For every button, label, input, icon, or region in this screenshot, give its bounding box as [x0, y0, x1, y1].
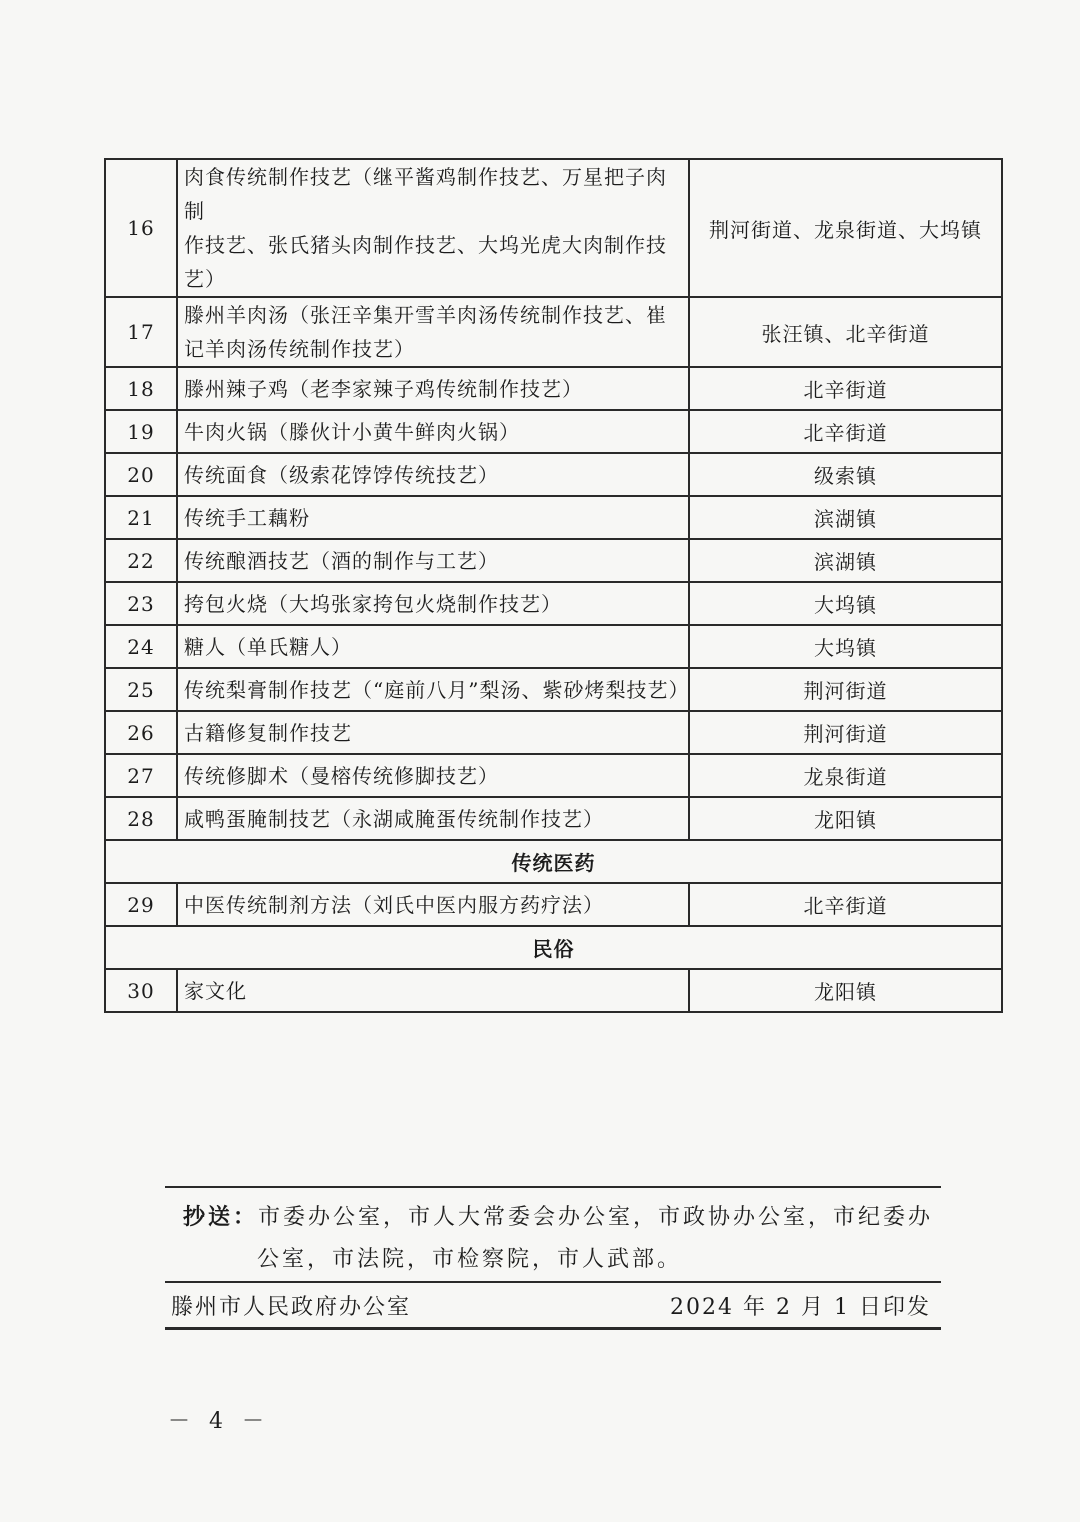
item-name-line: 传统梨膏制作技艺（“庭前八月”梨汤、紫砂烤梨技艺） — [184, 677, 690, 702]
item-name — [177, 668, 689, 711]
item-name-line: 糖人（单氏糖人） — [184, 634, 352, 659]
cc-recipients-1: 市委办公室，市人大常委会办公室，市政协办公室，市纪委办 — [258, 1205, 934, 1230]
item-location: 大坞镇 — [689, 582, 1002, 625]
table-row — [105, 297, 1002, 367]
item-name — [177, 797, 689, 840]
item-number: 24 — [105, 625, 177, 668]
table-row — [105, 969, 1002, 1012]
table-row — [105, 453, 1002, 496]
item-number: 25 — [105, 668, 177, 711]
table-body — [105, 159, 1002, 1012]
item-name-line: 作技艺、张氏猪头肉制作技艺、大坞光虎大肉制作技艺） — [184, 233, 667, 291]
issued-date: 2024 年 2 月 1 日印发 — [670, 1295, 931, 1320]
item-number: 26 — [105, 711, 177, 754]
item-number: 22 — [105, 539, 177, 582]
item-name-line: 传统手工藕粉 — [184, 505, 310, 530]
category-row — [105, 840, 1002, 883]
item-number: 17 — [105, 297, 177, 367]
table-row — [105, 711, 1002, 754]
item-number: 29 — [105, 883, 177, 926]
item-location: 北辛街道 — [689, 410, 1002, 453]
item-name — [177, 582, 689, 625]
item-location: 北辛街道 — [689, 883, 1002, 926]
item-name — [177, 297, 689, 367]
heritage-items-table — [104, 158, 1003, 1013]
item-name — [177, 625, 689, 668]
item-name-line: 传统面食（级索花饽饽传统技艺） — [184, 462, 499, 487]
item-location: 荆河街道 — [689, 668, 1002, 711]
item-name-line: 传统酿酒技艺（酒的制作与工艺） — [184, 548, 499, 573]
item-name — [177, 410, 689, 453]
table-row — [105, 410, 1002, 453]
item-location: 级索镇 — [689, 453, 1002, 496]
item-name-line: 家文化 — [184, 978, 247, 1003]
table-row — [105, 797, 1002, 840]
cc-recipients-2: 公室，市法院，市检察院，市人武部。 — [257, 1247, 683, 1272]
table-row — [105, 367, 1002, 410]
item-name-line: 肉食传统制作技艺（继平酱鸡制作技艺、万星把子肉制 — [184, 165, 667, 223]
item-name-line: 记羊肉汤传统制作技艺） — [184, 337, 415, 361]
item-location: 大坞镇 — [689, 625, 1002, 668]
item-name — [177, 159, 689, 297]
item-location: 荆河街道、龙泉街道、大坞镇 — [689, 159, 1002, 297]
table-row — [105, 582, 1002, 625]
item-name — [177, 496, 689, 539]
item-name — [177, 754, 689, 797]
item-number: 21 — [105, 496, 177, 539]
table-row — [105, 625, 1002, 668]
item-name-line: 挎包火烧（大坞张家挎包火烧制作技艺） — [184, 591, 562, 616]
table-row — [105, 159, 1002, 297]
bottom-rule — [165, 1327, 941, 1330]
issuer: 滕州市人民政府办公室 — [171, 1295, 412, 1320]
item-location: 龙泉街道 — [689, 754, 1002, 797]
item-number: 23 — [105, 582, 177, 625]
item-location: 龙阳镇 — [689, 797, 1002, 840]
item-name — [177, 883, 689, 926]
item-number: 20 — [105, 453, 177, 496]
item-number: 18 — [105, 367, 177, 410]
item-name-line: 咸鸭蛋腌制技艺（永湖咸腌蛋传统制作技艺） — [184, 806, 604, 831]
table-row — [105, 668, 1002, 711]
item-location: 北辛街道 — [689, 367, 1002, 410]
item-name — [177, 539, 689, 582]
item-number: 28 — [105, 797, 177, 840]
item-number: 19 — [105, 410, 177, 453]
item-number: 27 — [105, 754, 177, 797]
cc-label: 抄送： — [183, 1205, 259, 1230]
cc-line-1 — [183, 1200, 933, 1231]
item-name-line: 古籍修复制作技艺 — [184, 720, 352, 745]
table-row — [105, 496, 1002, 539]
page-number: － 4 － — [168, 1409, 270, 1434]
table-row — [105, 883, 1002, 926]
middle-rule — [165, 1281, 941, 1283]
category-label: 传统医药 — [105, 840, 1002, 883]
item-number: 16 — [105, 159, 177, 297]
item-location: 荆河街道 — [689, 711, 1002, 754]
item-name-line: 滕州羊肉汤（张汪辛集开雪羊肉汤传统制作技艺、崔 — [184, 303, 667, 327]
item-location: 滨湖镇 — [689, 539, 1002, 582]
item-location: 张汪镇、北辛街道 — [689, 297, 1002, 367]
top-rule — [165, 1186, 941, 1188]
item-name-line: 中医传统制剂方法（刘氏中医内服方药疗法） — [184, 892, 604, 917]
item-name-line: 传统修脚术（曼榕传统修脚技艺） — [184, 763, 499, 788]
item-name — [177, 711, 689, 754]
item-name-line: 牛肉火锅（滕伙计小黄牛鲜肉火锅） — [184, 419, 520, 444]
table-row — [105, 539, 1002, 582]
category-row — [105, 926, 1002, 969]
item-location: 滨湖镇 — [689, 496, 1002, 539]
item-name — [177, 969, 689, 1012]
item-location: 龙阳镇 — [689, 969, 1002, 1012]
category-label: 民俗 — [105, 926, 1002, 969]
item-number: 30 — [105, 969, 177, 1012]
item-name — [177, 453, 689, 496]
item-name — [177, 367, 689, 410]
item-name-line: 滕州辣子鸡（老李家辣子鸡传统制作技艺） — [184, 376, 583, 401]
table-row — [105, 754, 1002, 797]
